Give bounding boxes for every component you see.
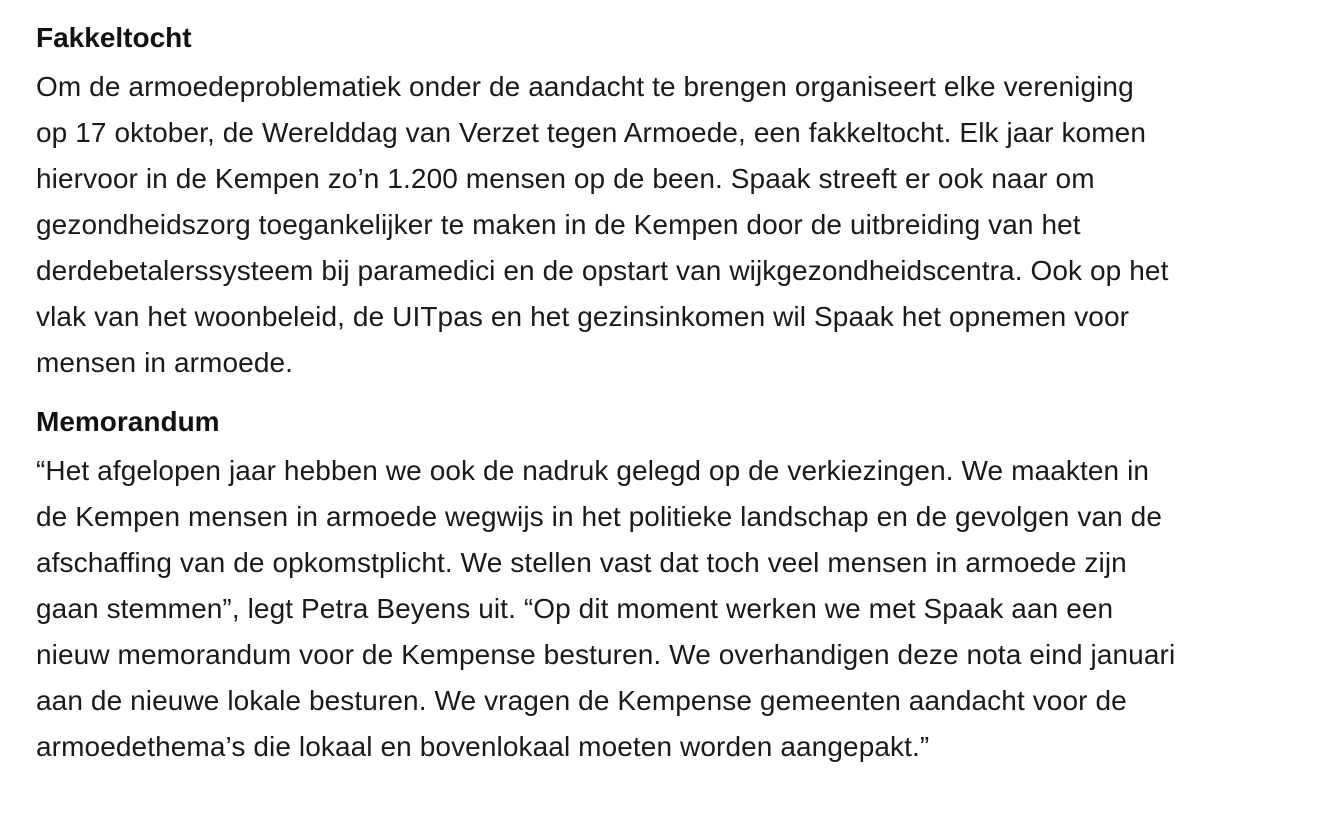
- paragraph-line: vlak van het woonbeleid, de UITpas en het gezinsinkomen wil Spaak het opnemen voor: [36, 301, 1130, 332]
- paragraph-line: Om de armoedeproblematiek onder de aandacht te brengen organiseert elke vereniging: [36, 71, 1134, 102]
- paragraph-line: gaan stemmen”, legt Petra Beyens uit. “Op dit moment werken we met Spaak aan een: [36, 593, 1114, 624]
- paragraph-line: “Het afgelopen jaar hebben we ook de nadruk gelegd op de verkiezingen. We maakten in: [36, 455, 1150, 486]
- paragraph-line: aan de nieuwe lokale besturen. We vragen de Kempense gemeenten aandacht voor de: [36, 685, 1127, 716]
- paragraph-line: afschaffing van de opkomstplicht. We stellen vast dat toch veel mensen in armoede zijn: [36, 547, 1127, 578]
- section-heading: Fakkeltocht: [36, 22, 192, 53]
- paragraph-line: op 17 oktober, de Werelddag van Verzet tegen Armoede, een fakkeltocht. Elk jaar komen: [36, 117, 1147, 148]
- paragraph-line: de Kempen mensen in armoede wegwijs in het politieke landschap en de gevolgen van de: [36, 501, 1163, 532]
- section-memorandum: [36, 404, 1280, 770]
- paragraph-line: hiervoor in de Kempen zo’n 1.200 mensen op de been. Spaak streeft er ook naar om: [36, 163, 1095, 194]
- section-fakkeltocht: [36, 20, 1280, 386]
- paragraph-line: derdebetalerssysteem bij paramedici en de opstart van wijkgezondheidscentra. Ook op het: [36, 255, 1169, 286]
- paragraph-line: gezondheidszorg toegankelijker te maken in de Kempen door de uitbreiding van het: [36, 209, 1081, 240]
- section-heading: Memorandum: [36, 406, 220, 437]
- section-paragraph: [36, 448, 1280, 770]
- paragraph-line: nieuw memorandum voor de Kempense besturen. We overhandigen deze nota eind januari: [36, 639, 1176, 670]
- paragraph-line: mensen in armoede.: [36, 347, 294, 378]
- paragraph-line: armoedethema’s die lokaal en bovenlokaal moeten worden aangepakt.”: [36, 731, 930, 762]
- section-paragraph: [36, 64, 1280, 386]
